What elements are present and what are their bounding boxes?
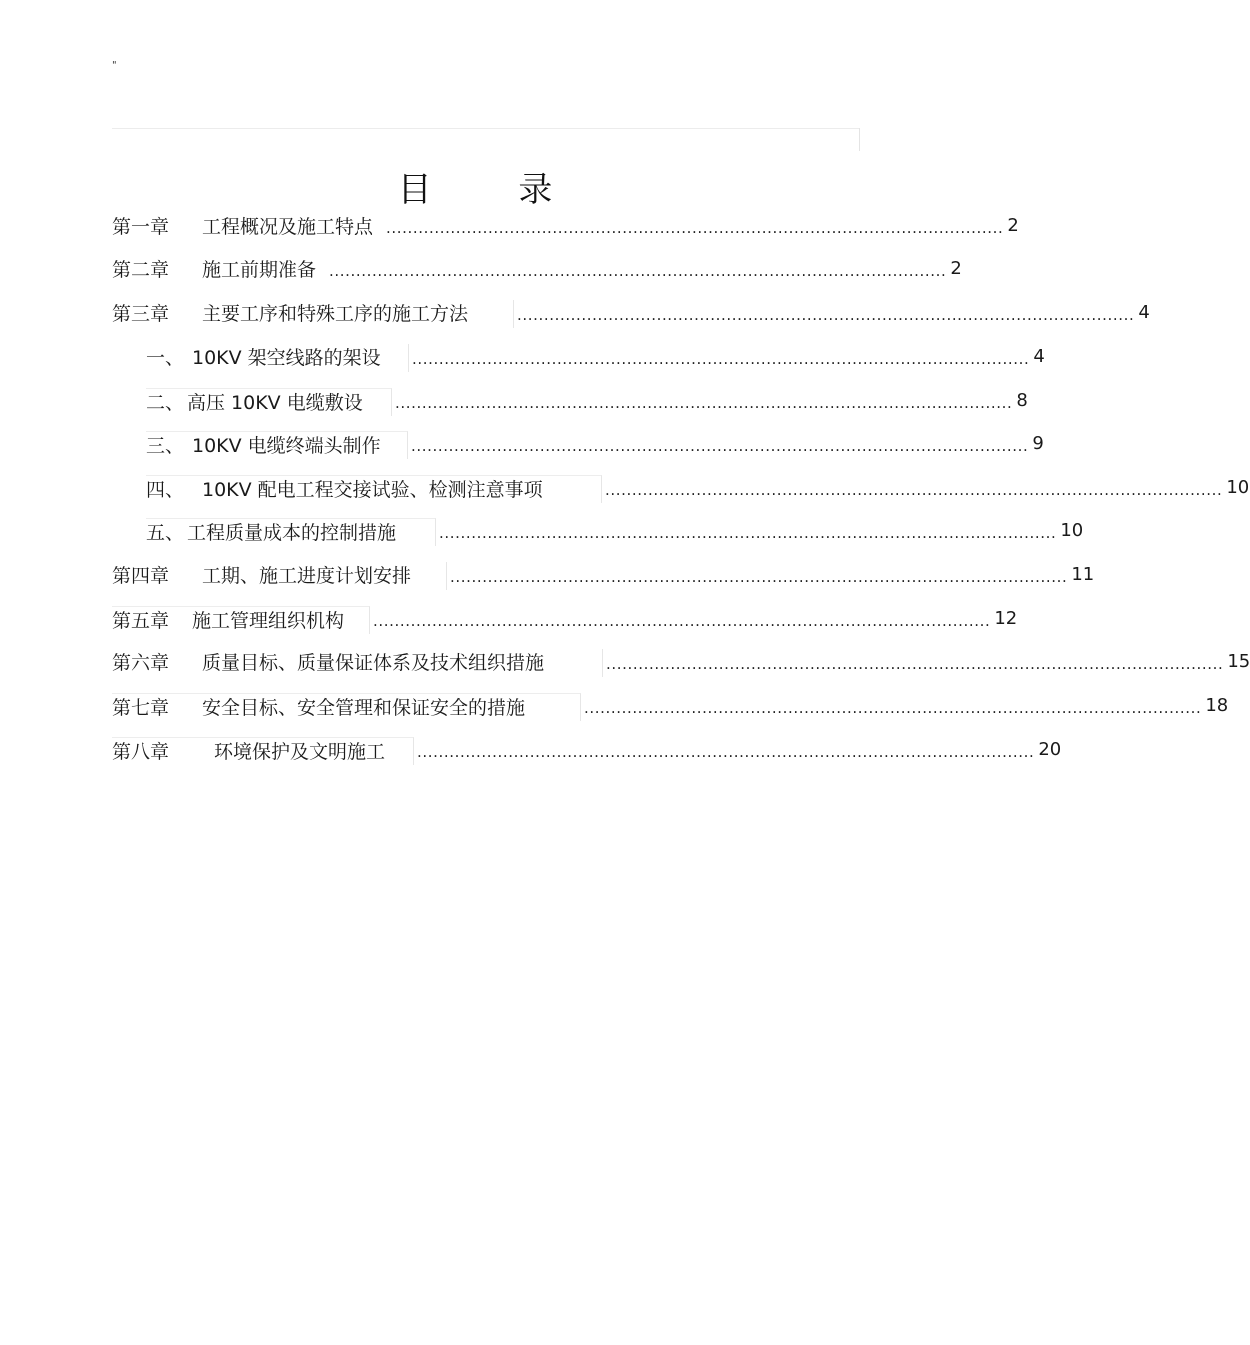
toc-entry[interactable]: [112, 737, 1062, 765]
toc-entry[interactable]: [112, 213, 1019, 241]
toc-entry[interactable]: [146, 344, 1045, 372]
toc-entry[interactable]: [112, 562, 1095, 590]
page-number: 2: [950, 258, 962, 279]
toc-entry[interactable]: [112, 300, 1150, 328]
page-number: 10: [1060, 520, 1084, 541]
dot-leader: ...................................................................................................................: [329, 262, 947, 280]
chapter-title: 质量目标、质量保证体系及技术组织措施: [202, 652, 545, 674]
page-number: 2: [1007, 215, 1019, 236]
chapter-number: 第五章: [112, 610, 170, 632]
section-number: 三、: [146, 435, 185, 457]
page-number: 15: [1227, 651, 1250, 672]
page-number: 18: [1205, 695, 1229, 716]
chapter-number: 第六章: [112, 652, 170, 674]
dot-leader: ...................................................................................................................: [411, 437, 1029, 455]
dot-leader: ...................................................................................................................: [395, 394, 1013, 412]
dot-leader: ...................................................................................................................: [417, 743, 1035, 761]
chapter-number: 第八章: [112, 741, 170, 763]
page-number: 4: [1033, 346, 1045, 367]
toc-entry-label: [112, 693, 581, 721]
toc-entry[interactable]: [112, 606, 1018, 634]
chapter-title: 主要工序和特殊工序的施工方法: [202, 303, 469, 325]
dot-leader: ...................................................................................................................: [386, 219, 1004, 237]
toc-entry-label: [112, 606, 370, 634]
toc-entry[interactable]: [146, 431, 1044, 459]
chapter-number: 第四章: [112, 565, 170, 587]
chapter-title: 施工管理组织机构: [192, 610, 345, 632]
toc-entry-label: [112, 256, 326, 284]
toc-entry[interactable]: [112, 693, 1229, 721]
dot-leader: ...................................................................................................................: [450, 568, 1068, 586]
toc-entry-label: [146, 518, 436, 546]
chapter-title: 施工前期准备: [202, 259, 317, 281]
section-title: 高压 10KV 电缆敷设: [187, 392, 363, 414]
chapter-title: 工期、施工进度计划安排: [202, 565, 412, 587]
toc-entry-label: [146, 475, 602, 503]
page-number: 10: [1226, 477, 1250, 498]
chapter-number: 第三章: [112, 303, 170, 325]
dot-leader: ...................................................................................................................: [584, 699, 1202, 717]
toc-entry-label: [112, 562, 447, 590]
chapter-number: 第七章: [112, 697, 170, 719]
section-number: 五、: [146, 522, 185, 544]
toc-entry-label: [146, 431, 408, 459]
toc-entry-label: [112, 213, 383, 241]
section-number: 一、: [146, 347, 185, 369]
toc-entry[interactable]: [146, 518, 1084, 546]
corner-mark: ": [112, 60, 117, 71]
chapter-title: 安全目标、安全管理和保证安全的措施: [202, 697, 526, 719]
page-number: 4: [1138, 302, 1150, 323]
dot-leader: ...................................................................................................................: [412, 350, 1030, 368]
dot-leader: ...................................................................................................................: [605, 481, 1223, 499]
toc-entry-label: [146, 344, 409, 372]
page-number: 9: [1032, 433, 1044, 454]
page-number: 12: [994, 608, 1018, 629]
section-title: 10KV 架空线路的架设: [192, 347, 381, 369]
header-rule-tick: [859, 128, 860, 151]
toc-entry-label: [112, 649, 603, 677]
header-rule: [112, 128, 860, 129]
toc-entry[interactable]: [112, 649, 1250, 677]
chapter-title: 环境保护及文明施工: [214, 741, 386, 763]
chapter-number: 第一章: [112, 216, 170, 238]
toc-entry-label: [112, 737, 414, 765]
toc-entry-label: [146, 388, 392, 416]
section-title: 10KV 电缆终端头制作: [192, 435, 381, 457]
page-number: 8: [1016, 390, 1028, 411]
toc-title: 目 录: [397, 170, 591, 210]
dot-leader: ...................................................................................................................: [606, 655, 1224, 673]
toc-entry[interactable]: [146, 388, 1028, 416]
toc-entry[interactable]: [112, 256, 962, 284]
dot-leader: ...................................................................................................................: [373, 612, 991, 630]
toc-entry[interactable]: [146, 475, 1250, 503]
page-number: 20: [1038, 739, 1062, 760]
page-number: 11: [1071, 564, 1095, 585]
toc-entry-label: [112, 300, 514, 328]
section-title: 工程质量成本的控制措施: [187, 522, 397, 544]
dot-leader: ...................................................................................................................: [439, 524, 1057, 542]
chapter-number: 第二章: [112, 259, 170, 281]
dot-leader: ...................................................................................................................: [517, 306, 1135, 324]
section-number: 二、: [146, 392, 185, 414]
chapter-title: 工程概况及施工特点: [202, 216, 374, 238]
section-title: 10KV 配电工程交接试验、检测注意事项: [202, 479, 543, 501]
section-number: 四、: [146, 479, 185, 501]
